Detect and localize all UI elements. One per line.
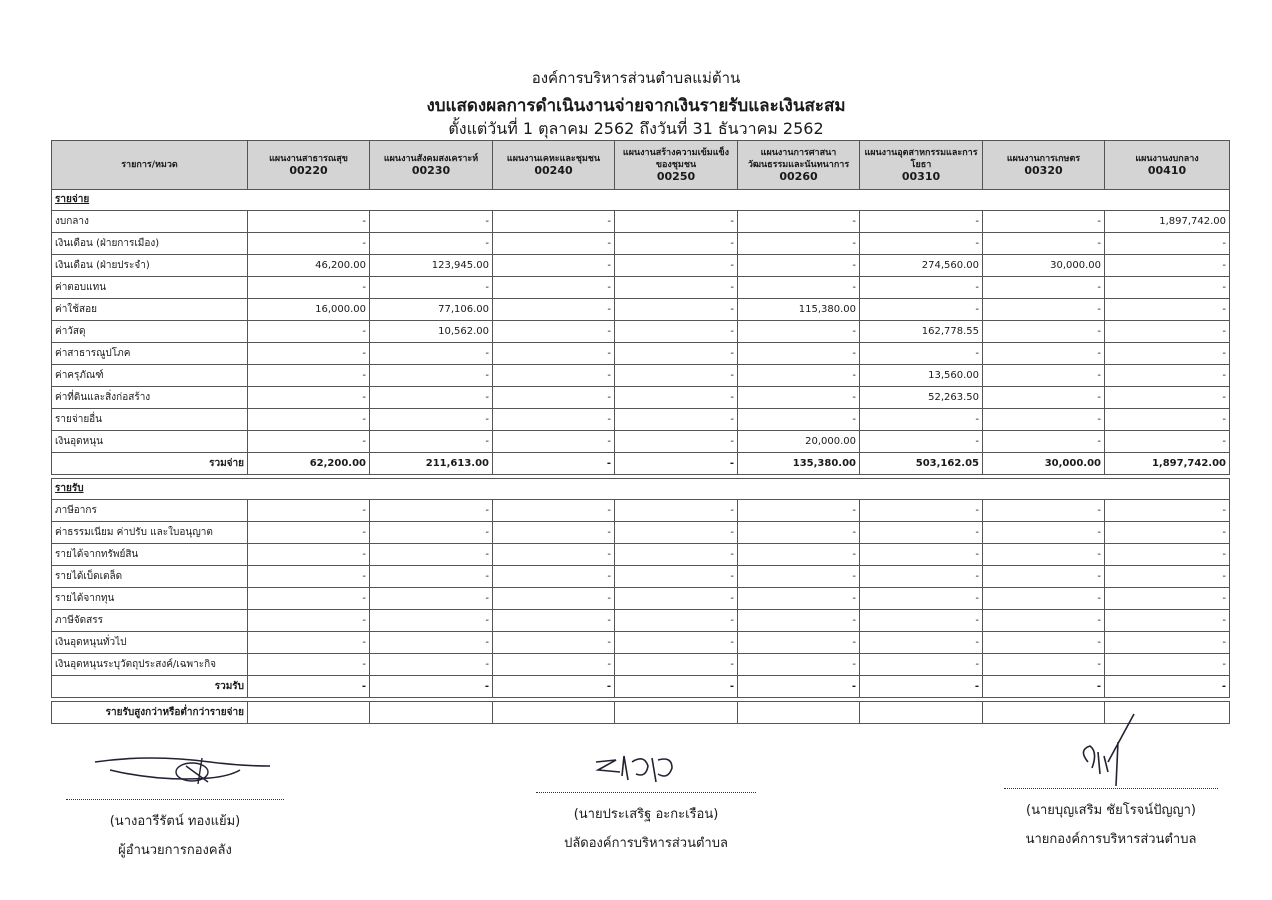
value-cell: - (1105, 299, 1230, 321)
value-cell: - (983, 409, 1105, 431)
value-cell: - (738, 387, 860, 409)
value-cell: - (738, 343, 860, 365)
value-cell: - (248, 211, 370, 233)
value-cell: - (370, 610, 493, 632)
empty-cell (860, 190, 983, 211)
value-cell: 162,778.55 (860, 321, 983, 343)
value-cell: - (615, 255, 738, 277)
row-label: รายรับสูงกว่าหรือต่ำกว่ารายจ่าย (52, 702, 248, 724)
total-row (52, 453, 1230, 475)
expense-section-heading: รายจ่าย (52, 190, 248, 211)
value-cell: - (1105, 387, 1230, 409)
value-cell: - (738, 566, 860, 588)
table-row (52, 522, 1230, 544)
value-cell: - (248, 277, 370, 299)
signature-line-3 (1004, 788, 1218, 789)
value-cell: - (983, 365, 1105, 387)
column-header-00240 (493, 141, 615, 190)
value-cell: - (738, 211, 860, 233)
value-cell: - (738, 632, 860, 654)
value-cell: - (1105, 365, 1230, 387)
signer-name-1: (นางอารีรัตน์ ทองแย้ม) (109, 814, 241, 829)
value-cell: 46,200.00 (248, 255, 370, 277)
value-cell: 77,106.00 (370, 299, 493, 321)
financial-table (51, 140, 1230, 724)
value-cell: - (248, 387, 370, 409)
row-label: ค่าครุภัณฑ์ (52, 365, 248, 387)
value-cell: - (615, 566, 738, 588)
value-cell (493, 702, 615, 724)
value-cell: 135,380.00 (738, 453, 860, 475)
value-cell: - (493, 343, 615, 365)
column-code: 00320 (1024, 164, 1063, 177)
value-cell: 123,945.00 (370, 255, 493, 277)
table-row (52, 343, 1230, 365)
value-cell: - (370, 500, 493, 522)
value-cell: - (248, 233, 370, 255)
value-cell: - (983, 233, 1105, 255)
signer-position-3: นายกองค์การบริหารส่วนตำบล (1025, 832, 1197, 847)
empty-cell (370, 479, 493, 500)
table-row (52, 365, 1230, 387)
value-cell: - (860, 588, 983, 610)
value-cell: - (860, 409, 983, 431)
value-cell: 30,000.00 (983, 453, 1105, 475)
value-cell: 52,263.50 (860, 387, 983, 409)
row-label: เงินเดือน (ฝ่ายการเมือง) (52, 233, 248, 255)
value-cell: - (983, 431, 1105, 453)
column-code: 00260 (779, 170, 818, 183)
row-label: ค่าใช้สอย (52, 299, 248, 321)
value-cell: - (248, 610, 370, 632)
value-cell: - (1105, 409, 1230, 431)
value-cell: - (860, 522, 983, 544)
value-cell: - (615, 343, 738, 365)
value-cell: - (493, 365, 615, 387)
value-cell: - (615, 321, 738, 343)
column-header-00230 (370, 141, 493, 190)
value-cell: - (248, 588, 370, 610)
signer-name-3: (นายบุญเสริม ชัยโรจน์ปัญญา) (1026, 803, 1196, 818)
value-cell: - (860, 343, 983, 365)
value-cell: - (370, 522, 493, 544)
value-cell: - (615, 277, 738, 299)
empty-cell (615, 479, 738, 500)
signature-block-1 (66, 799, 284, 860)
value-cell: - (860, 632, 983, 654)
value-cell: 115,380.00 (738, 299, 860, 321)
empty-cell (370, 190, 493, 211)
signature-image-2 (588, 752, 688, 788)
value-cell: - (860, 676, 983, 698)
empty-cell (860, 479, 983, 500)
value-cell: - (1105, 255, 1230, 277)
value-cell: - (983, 277, 1105, 299)
column-name: แผนงานอุตสาหกรรมและการโยธา (864, 148, 978, 170)
empty-cell (248, 190, 370, 211)
table-row (52, 409, 1230, 431)
column-header-00310 (860, 141, 983, 190)
signature-line-1 (66, 799, 284, 800)
value-cell: 13,560.00 (860, 365, 983, 387)
value-cell: - (370, 387, 493, 409)
value-cell: - (493, 676, 615, 698)
value-cell: 16,000.00 (248, 299, 370, 321)
value-cell: - (983, 676, 1105, 698)
value-cell: - (615, 299, 738, 321)
value-cell: - (860, 431, 983, 453)
income-section-row (52, 479, 1230, 500)
signature-image-1 (90, 748, 275, 788)
value-cell: - (983, 632, 1105, 654)
value-cell: - (615, 676, 738, 698)
value-cell: - (983, 654, 1105, 676)
value-cell: - (738, 255, 860, 277)
value-cell: - (248, 409, 370, 431)
value-cell: - (615, 632, 738, 654)
row-label: เงินอุดหนุนระบุวัตถุประสงค์/เฉพาะกิจ (52, 654, 248, 676)
value-cell: - (370, 654, 493, 676)
value-cell: 30,000.00 (983, 255, 1105, 277)
value-cell: - (860, 654, 983, 676)
income-section-heading: รายรับ (52, 479, 248, 500)
value-cell: 62,200.00 (248, 453, 370, 475)
value-cell: - (493, 544, 615, 566)
signer-position-1: ผู้อำนวยการกองคลัง (118, 843, 232, 858)
value-cell: - (493, 255, 615, 277)
value-cell: - (983, 500, 1105, 522)
value-cell: - (248, 500, 370, 522)
value-cell: 10,562.00 (370, 321, 493, 343)
column-header-00220 (248, 141, 370, 190)
report-title: งบแสดงผลการดำเนินงานจ่ายจากเงินรายรับและเงินสะสม (426, 96, 846, 116)
row-label: ค่าวัสดุ (52, 321, 248, 343)
table-row (52, 588, 1230, 610)
table-row (52, 500, 1230, 522)
row-label: ค่าที่ดินและสิ่งก่อสร้าง (52, 387, 248, 409)
table-row (52, 321, 1230, 343)
table-row (52, 566, 1230, 588)
value-cell: - (493, 321, 615, 343)
table-row (52, 211, 1230, 233)
row-label: เงินอุดหนุนทั่วไป (52, 632, 248, 654)
value-cell: - (1105, 676, 1230, 698)
empty-cell (248, 479, 370, 500)
value-cell: - (738, 409, 860, 431)
value-cell: - (493, 431, 615, 453)
column-name: แผนงานการเกษตร (1006, 154, 1081, 164)
value-cell: - (370, 233, 493, 255)
value-cell: - (493, 277, 615, 299)
value-cell: - (1105, 233, 1230, 255)
row-label: งบกลาง (52, 211, 248, 233)
value-cell: - (615, 610, 738, 632)
value-cell: - (1105, 610, 1230, 632)
report-period: ตั้งแต่วันที่ 1 ตุลาคม 2562 ถึงวันที่ 31 ธันวาคม 2562 (448, 119, 824, 138)
value-cell: - (738, 588, 860, 610)
value-cell: - (1105, 500, 1230, 522)
row-label: เงินอุดหนุน (52, 431, 248, 453)
value-cell: - (1105, 566, 1230, 588)
value-cell: - (738, 365, 860, 387)
row-label: รายได้เบ็ดเตล็ด (52, 566, 248, 588)
value-cell: - (493, 299, 615, 321)
value-cell: 1,897,742.00 (1105, 453, 1230, 475)
column-name: แผนงานสังคมสงเคราะห์ (383, 154, 479, 164)
value-cell: - (370, 566, 493, 588)
table-row (52, 431, 1230, 453)
empty-cell (1105, 479, 1230, 500)
organization-name: องค์การบริหารส่วนตำบลแม่ต้าน (531, 69, 741, 87)
row-label: ภาษีจัดสรร (52, 610, 248, 632)
value-cell: - (738, 233, 860, 255)
value-cell (248, 702, 370, 724)
value-cell: - (983, 588, 1105, 610)
table-row (52, 277, 1230, 299)
column-name: แผนงานสร้างความเข้มแข็งของชุมชน (622, 148, 730, 170)
value-cell (615, 702, 738, 724)
value-cell: - (370, 544, 493, 566)
value-cell: - (493, 522, 615, 544)
table-row (52, 654, 1230, 676)
value-cell: - (860, 233, 983, 255)
table-row (52, 544, 1230, 566)
total-row (52, 676, 1230, 698)
value-cell: - (370, 632, 493, 654)
table-row (52, 610, 1230, 632)
table-header-row (52, 141, 1230, 190)
row-label: รวมจ่าย (52, 453, 248, 475)
value-cell: - (1105, 522, 1230, 544)
value-cell: - (370, 676, 493, 698)
table-row (52, 233, 1230, 255)
value-cell: 211,613.00 (370, 453, 493, 475)
value-cell: - (615, 544, 738, 566)
signature-line-2 (536, 792, 756, 793)
signature-image-3 (1074, 712, 1144, 788)
value-cell: - (983, 321, 1105, 343)
value-cell: - (738, 544, 860, 566)
value-cell: - (615, 522, 738, 544)
empty-cell (738, 190, 860, 211)
empty-cell (738, 479, 860, 500)
value-cell: 503,162.05 (860, 453, 983, 475)
value-cell: - (1105, 343, 1230, 365)
empty-cell (1105, 190, 1230, 211)
value-cell: - (1105, 632, 1230, 654)
column-name: แผนงานงบกลาง (1135, 154, 1199, 164)
value-cell: - (983, 522, 1105, 544)
value-cell: - (248, 654, 370, 676)
value-cell: - (983, 343, 1105, 365)
row-label: เงินเดือน (ฝ่ายประจำ) (52, 255, 248, 277)
value-cell: - (1105, 277, 1230, 299)
value-cell: - (615, 453, 738, 475)
empty-cell (983, 479, 1105, 500)
item-column-header: รายการ/หมวด (52, 141, 248, 190)
value-cell: - (370, 277, 493, 299)
empty-cell (493, 190, 615, 211)
total-row (52, 702, 1230, 724)
table-row (52, 255, 1230, 277)
value-cell: - (370, 365, 493, 387)
empty-cell (983, 190, 1105, 211)
value-cell: - (248, 343, 370, 365)
column-header-00250 (615, 141, 738, 190)
value-cell: - (1105, 654, 1230, 676)
value-cell: - (493, 233, 615, 255)
value-cell: - (1105, 321, 1230, 343)
column-code: 00240 (534, 164, 573, 177)
value-cell: - (615, 500, 738, 522)
table-row (52, 299, 1230, 321)
column-code: 00310 (901, 170, 941, 183)
value-cell: - (370, 343, 493, 365)
row-label: รายได้จากทรัพย์สิน (52, 544, 248, 566)
value-cell: - (983, 387, 1105, 409)
row-label: ค่าธรรมเนียม ค่าปรับ และใบอนุญาต (52, 522, 248, 544)
row-label: ค่าตอบแทน (52, 277, 248, 299)
column-name: แผนงานสาธารณสุข (269, 154, 348, 164)
value-cell (860, 702, 983, 724)
value-cell: - (615, 654, 738, 676)
empty-cell (493, 479, 615, 500)
value-cell: - (983, 610, 1105, 632)
value-cell: - (738, 500, 860, 522)
value-cell: - (248, 676, 370, 698)
value-cell: 1,897,742.00 (1105, 211, 1230, 233)
signature-block-3 (1004, 788, 1218, 849)
row-label: รายได้จากทุน (52, 588, 248, 610)
column-header-00410 (1105, 141, 1230, 190)
value-cell: - (248, 365, 370, 387)
value-cell: - (983, 211, 1105, 233)
value-cell: - (860, 500, 983, 522)
value-cell: - (615, 233, 738, 255)
value-cell: - (738, 610, 860, 632)
table-row (52, 632, 1230, 654)
value-cell: - (493, 610, 615, 632)
value-cell: - (493, 654, 615, 676)
value-cell: - (738, 522, 860, 544)
column-code: 00250 (656, 170, 696, 183)
value-cell: - (493, 566, 615, 588)
column-code: 00220 (289, 164, 328, 177)
value-cell: - (248, 632, 370, 654)
signer-name-2: (นายประเสริฐ อะกะเรือน) (573, 807, 719, 822)
empty-cell (615, 190, 738, 211)
value-cell: - (1105, 544, 1230, 566)
value-cell: - (738, 676, 860, 698)
value-cell: - (370, 588, 493, 610)
value-cell: - (738, 277, 860, 299)
value-cell: - (615, 588, 738, 610)
value-cell: - (860, 211, 983, 233)
column-code: 00410 (1147, 164, 1187, 177)
value-cell: - (493, 632, 615, 654)
expense-section-row (52, 190, 1230, 211)
value-cell: - (248, 544, 370, 566)
value-cell: - (860, 610, 983, 632)
value-cell: - (370, 211, 493, 233)
value-cell: - (860, 299, 983, 321)
value-cell: - (983, 299, 1105, 321)
column-name: แผนงานเคหะและชุมชน (506, 154, 601, 164)
row-label: ภาษีอากร (52, 500, 248, 522)
value-cell: - (493, 211, 615, 233)
value-cell: - (493, 387, 615, 409)
value-cell: - (248, 522, 370, 544)
value-cell: - (370, 431, 493, 453)
column-header-00320 (983, 141, 1105, 190)
value-cell: - (248, 321, 370, 343)
value-cell: - (1105, 431, 1230, 453)
value-cell (370, 702, 493, 724)
column-name: แผนงานการศาสนา วัฒนธรรมและนันทนาการ (747, 148, 850, 170)
value-cell: - (1105, 588, 1230, 610)
column-header-00260 (738, 141, 860, 190)
value-cell: 274,560.00 (860, 255, 983, 277)
value-cell: - (615, 409, 738, 431)
value-cell: - (493, 409, 615, 431)
value-cell: - (615, 211, 738, 233)
value-cell: - (860, 544, 983, 566)
table-row (52, 387, 1230, 409)
value-cell: - (615, 387, 738, 409)
value-cell: 20,000.00 (738, 431, 860, 453)
value-cell (738, 702, 860, 724)
value-cell: - (983, 544, 1105, 566)
value-cell: - (615, 431, 738, 453)
value-cell: - (860, 277, 983, 299)
signer-position-2: ปลัดองค์การบริหารส่วนตำบล (564, 836, 728, 851)
value-cell: - (248, 566, 370, 588)
value-cell: - (370, 409, 493, 431)
value-cell: - (738, 321, 860, 343)
value-cell: - (860, 566, 983, 588)
row-label: ค่าสาธารณูปโภค (52, 343, 248, 365)
value-cell: - (248, 431, 370, 453)
value-cell: - (615, 365, 738, 387)
value-cell: - (493, 500, 615, 522)
column-code: 00230 (411, 164, 451, 177)
table-body (52, 190, 1230, 724)
row-label: รวมรับ (52, 676, 248, 698)
value-cell: - (738, 654, 860, 676)
value-cell: - (493, 453, 615, 475)
row-label: รายจ่ายอื่น (52, 409, 248, 431)
value-cell: - (493, 588, 615, 610)
signature-block-2 (536, 792, 756, 853)
value-cell: - (983, 566, 1105, 588)
